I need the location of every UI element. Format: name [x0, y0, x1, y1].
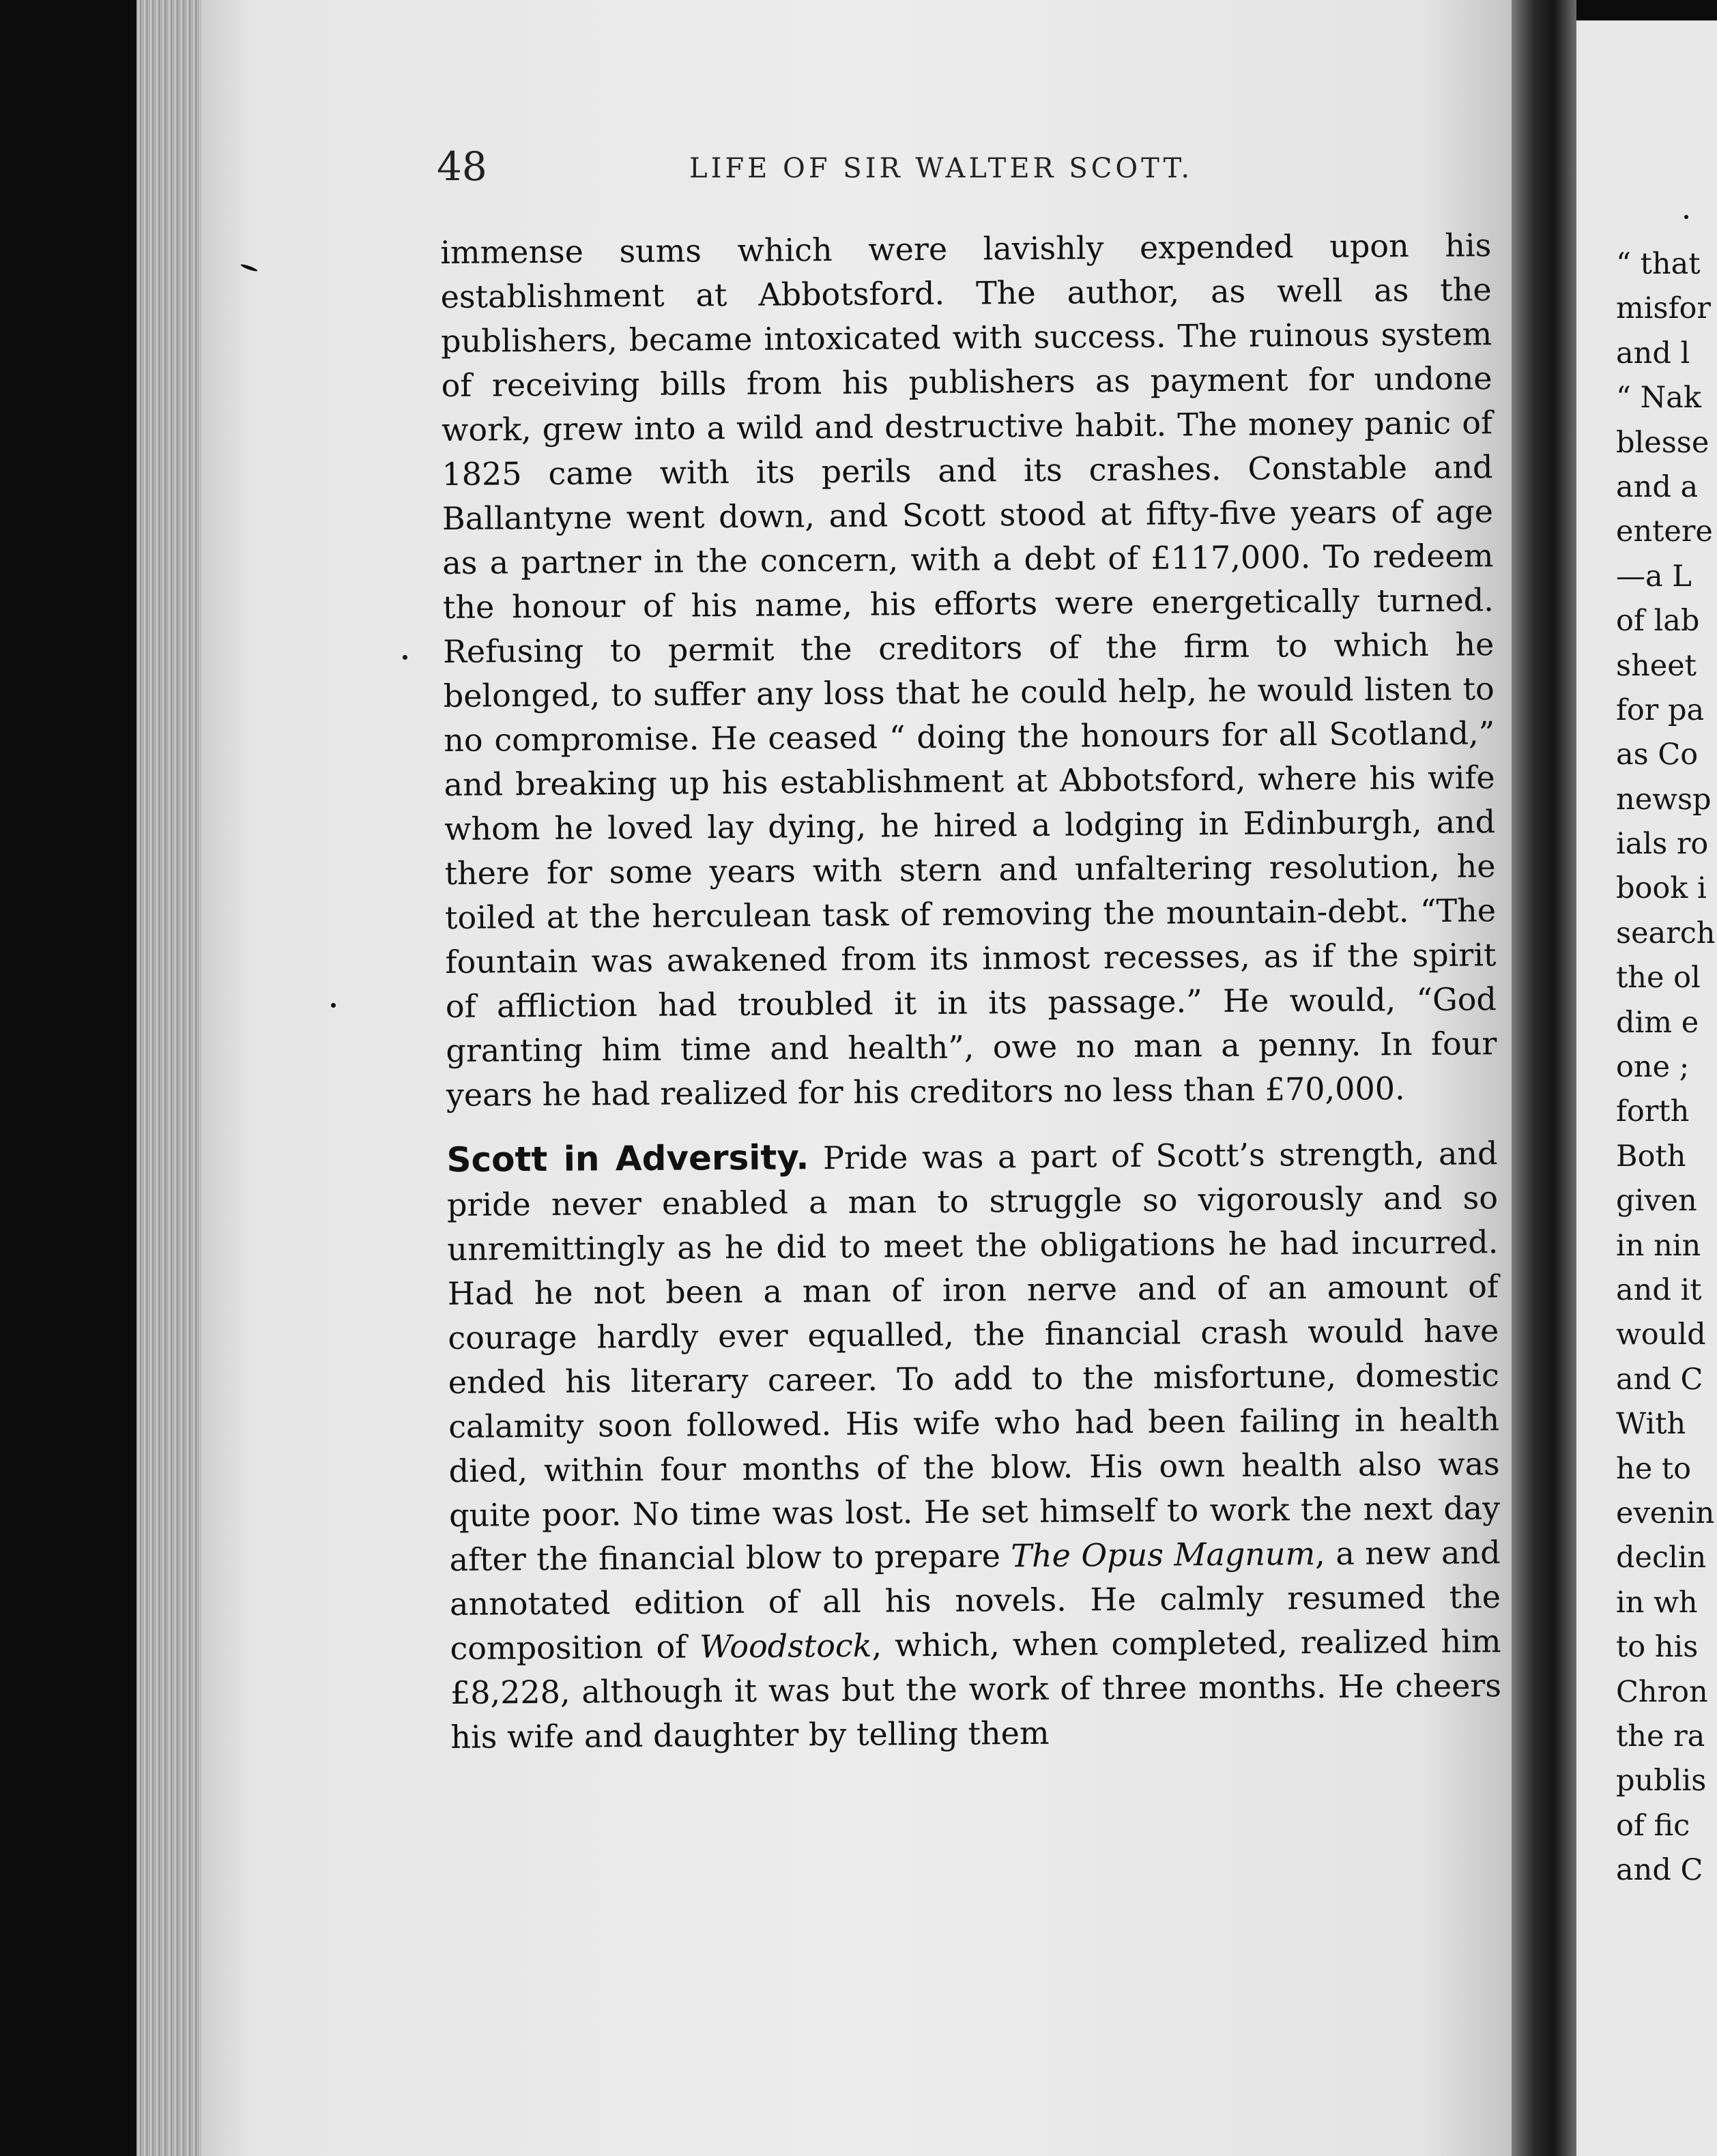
right-page-line: book i [1616, 871, 1707, 906]
right-page-line: and l [1616, 336, 1690, 370]
ink-speck [1684, 215, 1688, 219]
right-page-line: sheet [1616, 648, 1697, 683]
section-heading: Scott in Adversity. [446, 1137, 809, 1180]
page-header [430, 143, 1495, 198]
title-opus-magnum: The Opus Magnum [1011, 1535, 1316, 1575]
right-page-line: for pa [1616, 693, 1705, 727]
right-page-line: Both [1616, 1139, 1686, 1174]
right-page-line: ials ro [1616, 827, 1709, 862]
right-page-fragments [1616, 242, 1717, 1893]
right-page-line: misfor [1616, 291, 1711, 326]
paragraph-2-text-c: , which, when completed, realized him £8,228, although it was but the work of three months. He cheers his wife and daughter by telling them [450, 1622, 1502, 1756]
running-title: LIFE OF SIR WALTER SCOTT. [689, 153, 1194, 184]
right-page-line: and C [1616, 1362, 1703, 1397]
right-page-line: entere [1616, 514, 1713, 549]
paragraph-2 [446, 1131, 1501, 1760]
right-page-line: the ra [1616, 1719, 1705, 1753]
right-page-line: —a L [1616, 559, 1692, 594]
right-page-line: in wh [1616, 1585, 1698, 1620]
right-page-line: newsp [1616, 782, 1712, 817]
right-page-line: blesse [1616, 425, 1709, 460]
right-page-line: search [1616, 916, 1716, 950]
right-page-line: evenin [1616, 1496, 1715, 1530]
right-page-line: the ol [1616, 961, 1701, 995]
paragraph-2-text-a: Pride was a part of Scott’s strength, and pride never enabled a man to struggle so vigorously and so unremittingly as he did to meet the obligations he had incurred. Had he not been a man of iron nerve and of an amount of courage hardly ever equalled, the financial crash would have ended his literary career. To add to the misfortune, domestic calamity soon followed. His wife who had been failing in health died, within four months of the blow. His own health also was quite poor. No time was lost. He set himself to work the next day after the financial blow to prepare [446, 1135, 1501, 1578]
right-page-line: and a [1616, 469, 1699, 504]
right-page-line: of fic [1616, 1808, 1690, 1843]
right-page-line: “ that [1616, 247, 1701, 281]
right-page-line: publis [1616, 1764, 1707, 1798]
main-text-column [440, 223, 1502, 1760]
right-page-line: would [1616, 1317, 1706, 1352]
right-page-line: and C [1616, 1853, 1703, 1888]
right-page-line: “ Nak [1616, 381, 1701, 416]
ink-speck [331, 1003, 336, 1008]
right-page-line: declin [1616, 1541, 1707, 1575]
right-page-line: of lab [1616, 604, 1700, 639]
paragraph-1: immense sums which were lavishly expended upon his establishment at Abbotsford. The author, as well as the publishers, became intoxicated with success. The ruinous system of receiving bills from his publishers as payment for undone work, grew into a wild and destructive habit. The money panic of 1825 came with its perils and its crashes. Constable and Ballantyne went down, and Scott stood at fifty-five years of age as a partner in the concern, with a debt of £117,000. To redeem the honour of his name, his efforts were energetically turned. Refusing to permit the creditors of the firm to which he belonged, to suffer any loss that he could help, he would listen to no compromise. He ceased “ doing the honours for all Scotland,” and breaking up his establishment at Abbotsford, where his wife whom he loved lay dying, he hired a lodging in Edinburgh, and there for some years with stern and unfaltering resolution, he toiled at the herculean task of removing the mountain-debt. “The fountain was awakened from its inmost recesses, as if the spirit of affliction had troubled it in its passage.” He would, “God granting him time and health”, owe no man a penny. In four years he had realized for his creditors no less than £70,000. [440, 227, 1497, 1113]
right-page-line: and it [1616, 1272, 1702, 1307]
right-page-line: With [1616, 1407, 1686, 1442]
page-number: 48 [437, 143, 487, 190]
right-page-line: dim e [1616, 1005, 1699, 1040]
right-page-line: Chron [1616, 1674, 1708, 1709]
title-woodstock: Woodstock [699, 1627, 872, 1665]
paragraph-2-text-b: , a new and annotated edition of all his novels. He calmly resumed the composition of [449, 1534, 1501, 1667]
right-page-line: given [1616, 1184, 1697, 1219]
page-fore-edge [136, 0, 201, 2156]
right-page-line: to his [1616, 1630, 1699, 1665]
right-page-line: forth [1616, 1094, 1690, 1129]
right-page-line: in nin [1616, 1228, 1701, 1263]
ink-speck [403, 655, 407, 660]
right-page-line: he to [1616, 1451, 1691, 1486]
right-page-line: one ; [1616, 1050, 1690, 1085]
book-gutter [1512, 0, 1576, 2156]
right-page-line: as Co [1616, 738, 1699, 772]
